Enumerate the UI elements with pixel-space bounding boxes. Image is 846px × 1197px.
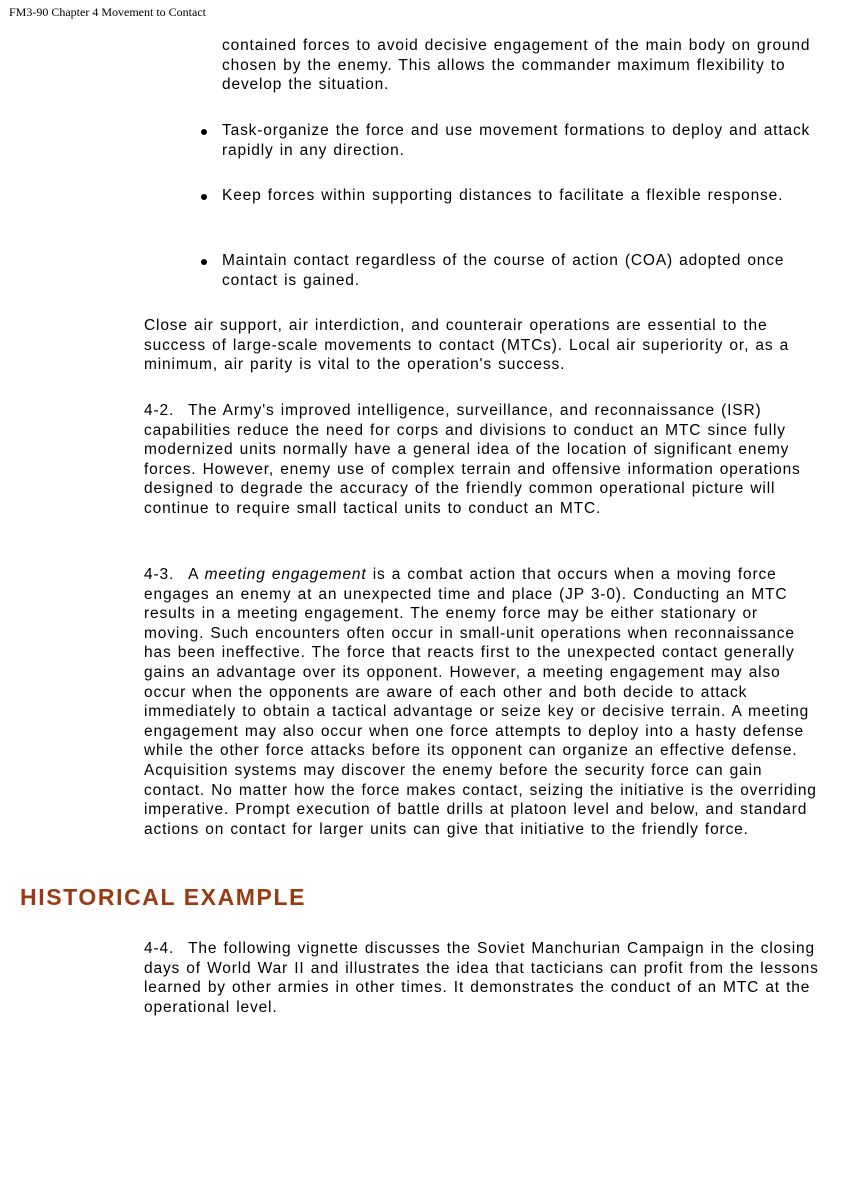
bullet-text: Keep forces within supporting distances to facilitate a flexible response. <box>222 187 784 204</box>
section-heading: HISTORICAL EXAMPLE <box>20 884 307 910</box>
bullet-text: Maintain contact regardless of the course of action (COA) adopted once contact is gained. <box>222 252 785 289</box>
paragraph-lead: A <box>188 566 199 583</box>
paragraph-text: is a combat action that occurs when a moving force engages an enemy at an unexpected time and place (JP 3-0). Conducting an MTC results in a meeting engagement. The enemy force may be either stationary or moving. Such encounters often occur in small-unit operations when reconnaissance has been ineffective. The force that reacts first to the unexpected contact generally gains an advantage over its opponent. However, a meeting engagement may also occur when the opponents are aware of each other and both decide to attack immediately to obtain a tactical advantage or seize key or decisive terrain. A meeting engagement may also occur when one force attempts to deploy into a hasty defense while the other force attacks before its opponent can organize an effective defense. Acquisition systems may discover the enemy before the security force can gain contact. No matter how the force makes contact, seizing the initiative is the overriding imperative. Prompt execution of battle drills at platoon level and below, and standard actions on contact for larger units can give that initiative to the friendly force. <box>144 566 817 838</box>
bullet-item <box>222 121 822 160</box>
defined-term: meeting engagement <box>204 566 367 583</box>
continuation-paragraph: contained forces to avoid decisive engagement of the main body on ground chosen by the enemy. This allows the commander maximum flexibility to develop the situation. <box>222 37 811 94</box>
paragraph-4-4 <box>144 939 824 1017</box>
bullet-dot-icon <box>201 259 207 265</box>
paragraph-text: The following vignette discusses the Soviet Manchurian Campaign in the closing days of World War II and illustrates the idea that tacticians can profit from the lessons learned by other armies in other times. It demonstrates the conduct of an MTC at the operational level. <box>144 940 819 1016</box>
paragraph-number: 4-3. <box>144 566 175 583</box>
paragraph-number: 4-4. <box>144 940 175 957</box>
paragraph-4-3 <box>144 565 824 839</box>
air-support-paragraph: Close air support, air interdiction, and counterair operations are essential to the success of large-scale movements to contact (MTCs). Local air superiority or, as a minimum, air parity is vital to the operation's success. <box>144 317 790 374</box>
bullet-dot-icon <box>201 194 207 200</box>
paragraph-4-2 <box>144 401 824 519</box>
bullet-item <box>222 251 822 290</box>
bullet-item <box>222 186 822 206</box>
running-header: FM3-90 Chapter 4 Movement to Contact <box>9 5 206 19</box>
paragraph-number: 4-2. <box>144 402 175 419</box>
bullet-dot-icon <box>201 129 207 135</box>
paragraph-text: The Army's improved intelligence, surveillance, and reconnaissance (ISR) capabilities reduce the need for corps and divisions to conduct an MTC since fully modernized units normally have a general idea of the location of significant enemy forces. However, enemy use of complex terrain and offensive information operations designed to degrade the accuracy of the friendly common operational picture will continue to require small tactical units to conduct an MTC. <box>144 402 801 517</box>
bullet-text: Task-organize the force and use movement formations to deploy and attack rapidly in any direction. <box>222 122 811 159</box>
